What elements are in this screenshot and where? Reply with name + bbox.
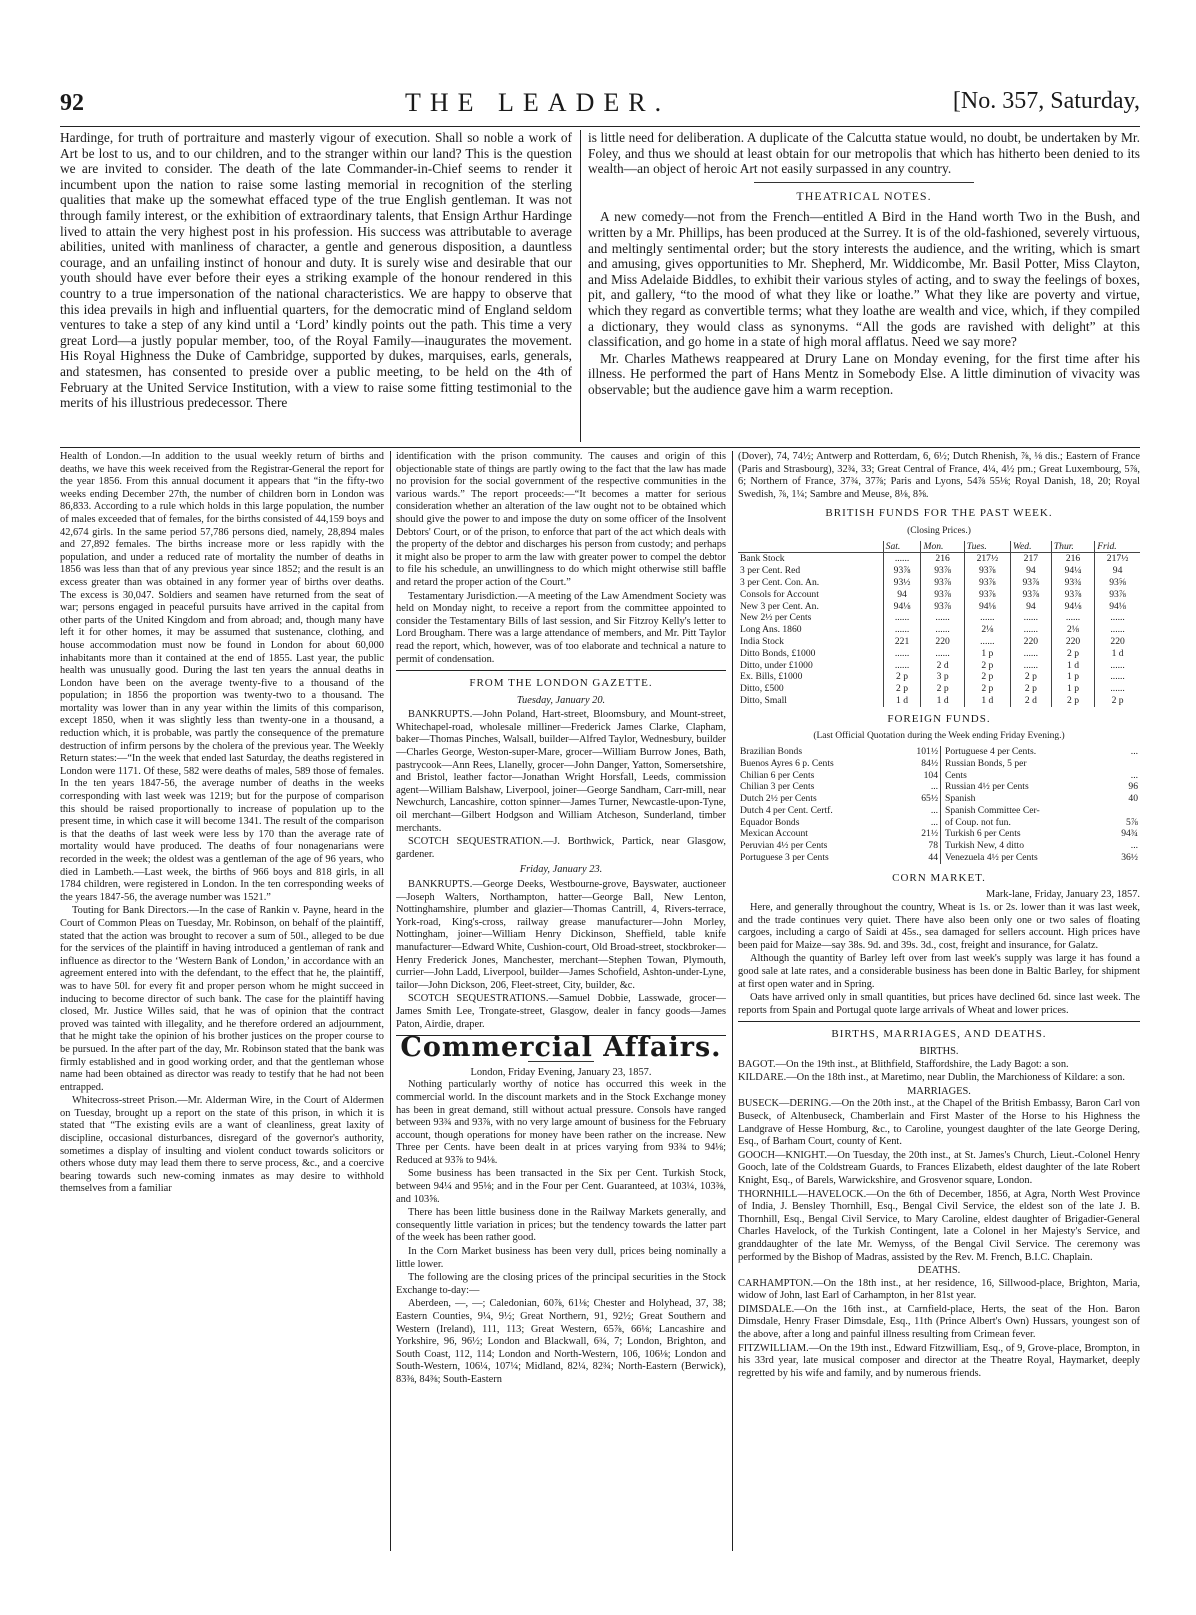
commercial-paragraph: There has been little business done in the Railway Markets generally, and consequently little variation in prices; but the tendency towards the latter part of the week has been rather good.	[396, 1207, 726, 1244]
table-cell: 93⅞	[1095, 589, 1140, 601]
table-cell	[1106, 758, 1140, 770]
article-paragraph: Testamentary Jurisdiction.—A meeting of the Law Amendment Society was held on Monday night, to receive a report from the committee appointed to consider the Testamentary Bills of last session, and Sir Fitzroy Kelly's letter to Lord Brougham. There was a large attendance of members, and Mr. Pitt Taylor read the report, which, however, was of too elaborate and technical a nature to permit of condensation.	[396, 590, 726, 665]
table-row	[738, 695, 1140, 707]
table-cell: 93⅞	[1010, 589, 1051, 601]
table-row	[738, 746, 1140, 758]
table-row	[738, 817, 1140, 829]
article-paragraph: Hardinge, for truth of portraiture and masterly vigour of execution. Shall so noble a work of Art be lost to us, and to our children, and to the stranger within our land? This is the question we are invited to consider. The death of the late Commander-in-Chief seems to render it incumbent upon the nation to raise some lasting memorial in recognition of the sterling qualities that make up the somewhat effaced type of the true English gentleman. It was not through family interest, or the exhibition of extraordinary talents, that Ensign Arthur Hardinge lived to attain the very highest post in his profession. His success was attributable to average abilities, united with manliness of character, a gentle and generous disposition, a dauntless courage, and an unfailing instinct of honour and duty. It is surely wise and desirable that our youth should have ever before their eyes a striking example of the honour rendered in this country to a true impersonation of the national characteristics. We are happy to observe that this idea prevails in high and influential quarters, for the democratic mind of England seldom ventures to take a step of any kind until a ‘Lord’ kindly points out the path. This time a very great Lord—a justly popular member, too, of the Royal Family—inaugurates the movement. His Royal Highness the Duke of Cambridge, supported by dukes, marquises, earls, generals, and statesmen, has consented to preside over a public meeting, to be held on the 4th of February at the United Service Institution, with a view to raise some fitting testimonial to the merits of his illustrious predecessor. There	[60, 130, 572, 411]
table-row	[738, 565, 1140, 577]
table-row	[738, 553, 1140, 565]
table-cell: 2 p	[964, 671, 1010, 683]
table-cell: ......	[1095, 624, 1140, 636]
table-row	[738, 828, 1140, 840]
table-cell: Bank Stock	[740, 553, 785, 565]
table-cell: ......	[921, 612, 964, 624]
table-cell: 94⅛	[1095, 601, 1140, 613]
table-cell: 216	[921, 553, 964, 565]
table-cell: 2 p	[964, 660, 1010, 672]
table-cell: Dutch 4 per Cent. Certf.	[740, 804, 833, 816]
table-cell: 94⅛	[964, 601, 1010, 613]
table-cell: 94	[883, 589, 921, 601]
table-cell: ...	[930, 781, 939, 793]
table-cell: 220	[1010, 636, 1051, 648]
table-row	[738, 589, 1140, 601]
table-cell: 1 d	[1051, 660, 1094, 672]
british-funds-table	[738, 541, 1140, 707]
section-heading: BIRTHS, MARRIAGES, AND DEATHS.	[831, 1028, 1047, 1041]
table-row	[738, 671, 1140, 683]
table-row	[738, 805, 1140, 817]
table-cell: 78	[928, 840, 939, 852]
table-cell: 96	[1128, 781, 1138, 793]
table-cell: ...	[1130, 769, 1138, 781]
table-cell: Consols for Account	[740, 588, 819, 600]
table-row	[738, 624, 1140, 636]
table-cell: New 2½ per Cents	[740, 612, 812, 624]
table-cell: 220	[1095, 636, 1140, 648]
table-cell: Chilian 3 per Cents	[740, 781, 815, 793]
table-cell: Ditto, Small	[740, 694, 787, 706]
table-cell: Dutch 2½ per Cents	[740, 793, 817, 805]
table-cell: ......	[1095, 671, 1140, 683]
table-cell: ......	[1051, 612, 1094, 624]
foreign-funds-table	[738, 746, 1140, 864]
table-cell: Cents	[941, 770, 1106, 782]
table-cell: India Stock	[740, 635, 784, 647]
notice-entry: BAGOT.—On the 19th inst., at Blithfield, Staffordshire, the Lady Bagot: a son.	[738, 1058, 1069, 1070]
notice-entry: BUSECK—DERING.—On the 20th inst., at the Chapel of the British Embassy, Baron Carl von Buseck, of Altenbuseck, Chamberlain and First Master of the Horse to his Highness the Landgrave of Hesse Homburg, &c., to Caroline, youngest daughter of the late George Dering, Esq., of Barham Court, county of Kent.	[738, 1098, 1140, 1148]
table-cell: 93⅞	[1051, 589, 1094, 601]
table-cell: 2⅛	[1051, 624, 1094, 636]
table-cell: 94	[1010, 565, 1051, 577]
table-cell: ...	[930, 816, 939, 828]
table-cell: ......	[1095, 660, 1140, 672]
commercial-paragraph: Some business has been transacted in the Six per Cent. Turkish Stock, between 94¼ and 95⅛; and in the Four per Cent. Guaranteed, at 103¼, 103⅜, and 103⅝.	[396, 1168, 726, 1205]
table-cell: Chilian 6 per Cents	[740, 769, 815, 781]
table-cell	[1106, 805, 1140, 817]
table-cell: ......	[883, 612, 921, 624]
table-cell: 1 p	[1051, 683, 1094, 695]
table-cell: 93⅞	[964, 565, 1010, 577]
article-theatrical	[588, 130, 1140, 445]
table-cell: 217½	[964, 553, 1010, 565]
article-paragraph: Mr. Charles Mathews reappeared at Drury Lane on Monday evening, for the first time after his illness. He performed the part of Hans Mentz in Somebody Else. A little diminution of vivacity was observable; but the audience gave him a warm reception.	[588, 350, 1140, 397]
article-paragraph: Touting for Bank Directors.—In the case of Rankin v. Payne, heard in the Court of Common Pleas on Tuesday, Mr. Robinson, on behalf of the plaintiff, stated that the action was brought to recover a sum of 50l., alleged to be due for the services of the plaintiff in having introduced a gentleman of rank and influence as director to the ‘Western Bank of London,’ in accordance with an agreement entered into with the defendant, to the effect that he, the plaintiff, was to have 50l. for every fit and proper person whom he might succeed in inducing to become director of such bank. The case for the plaintiff having closed, Mr. Justice Willes said, that he was of opinion that the contract proved was tainted with illegality, and he therefore ordered an adjournment, that he might take the opinion of his brother justices on the proper course to be pursued. In the after part of the day, Mr. Robinson stated that the bank was firmly established and in good working order, and that the gentleman whose name had been obtained as director was ready to testify that he had not been entrapped.	[60, 905, 384, 1093]
section-heading: CORN MARKET.	[892, 871, 986, 884]
table-cell: 36½	[1121, 852, 1138, 864]
table-cell: Spanish	[941, 793, 1106, 805]
table-cell: Turkish New, 4 ditto	[941, 840, 1106, 852]
table-cell: ...	[1130, 840, 1138, 852]
marriages-heading: MARRIAGES.	[907, 1085, 971, 1097]
section-heading: FROM THE LONDON GAZETTE.	[469, 677, 653, 690]
notice-entry: CARHAMPTON.—On the 18th inst., at her residence, 16, Sillwood-place, Brighton, Maria, widow of John, last Earl of Carhampton, in her 81st year.	[738, 1277, 1140, 1302]
deaths-heading: DEATHS.	[917, 1265, 961, 1277]
table-row	[738, 840, 1140, 852]
table-cell: ......	[883, 553, 921, 565]
masthead-rule	[60, 126, 1140, 127]
table-row	[738, 683, 1140, 695]
corn-dateline: Mark-lane, Friday, January 23, 1857.	[986, 889, 1140, 901]
table-cell: 94¼	[1051, 565, 1094, 577]
table-cell: 2 p	[1095, 695, 1140, 707]
table-cell: ...	[1130, 745, 1138, 757]
table-cell: 2⅛	[964, 624, 1010, 636]
table-cell: ......	[1010, 624, 1051, 636]
column-divider	[580, 130, 581, 442]
table-cell: ......	[883, 648, 921, 660]
article-paragraph: identification with the prison community. The causes and origin of this objectionable state of things are partly owing to the fact that the law has made no provision for the social government of the respective communities in the various wards.” The report proceeds:—“It becomes a matter for serious consideration whether an alteration of the law ought not to be obtained which should give the power to and impose the duty on some officer of the Insolvent Debtors' Court, or of the prison, to enforce that part of the act which deals with the property of the debtor and discharges his person from custody; and perhaps it might also be proper to arm the law with greater power to compel the debtor to file his schedule, an unwillingness to do which might otherwise still baffle and retard the proper action of the Court.”	[396, 451, 726, 588]
article-paragraph: Health of London.—In addition to the usual weekly return of births and deaths, we have this week received from the Registrar-General the report for the year 1856. From this annual document it appears that “in the fifty-two weeks ending December 27th, the number of children born in London was 86,833. According to a rule which holds in this large population, the number of males exceeded that of females, for the births consisted of 44,159 boys and 42,674 girls. In the same period 57,786 persons died, namely, 28,894 males and 27,892 females. The births increase more or less rapidly with the population, and under a reduced rate of mortality the number of deaths in 1856 was less than that of any previous year since 1852; and the result is an excess greater than was obtained in any former year of births over deaths. The excess is 30,047. Soldiers and seamen have returned from the seat of war; persons engaged in peaceful pursuits have arrived in the capital from other parts of the United Kingdom and from abroad; and, though many have left it for other homes, it may be assumed that sustenance, clothing, and house accommodation must now be found in London for about 60,000 inhabitants more than it contained at the end of 1855. Last year, the public health was unusually good. During the last ten years the annual deaths in London have been on the average twenty-five to a thousand of the population; in 1856 the proportion was twenty-two to a thousand. The mortality was lower than in any year within the limits of this comparison, except 1850, when it was slightly less than twenty-one in a thousand, a reduction which, it is probable, was partly the consequence of the premature destruction of infirm persons by the cholera of the previous year. The Weekly Return states:—“In the week that ended last Saturday, the deaths registered in London were 1171. Of these, 582 were deaths of males, 589 those of females. In the ten years 1847-56, the average number of deaths in the weeks corresponding with last week was 1219; but for the purpose of comparison this should be raised proportionally to increase of population up to the present time, in which case it will become 1341. The result of the comparison is that the deaths of last week were less by 170 than the average rate of mortality would have produced. The deaths of four nonagenarians were recorded in the week; the oldest was a gentleman of the age of 96 years, who died in Lambeth.—Last week, the births of 966 boys and 818 girls, in all 1784 children, were registered in London. In the ten corresponding weeks of the years 1847-56, the average number was 1521.”	[60, 451, 384, 903]
table-row	[738, 758, 1140, 770]
births-heading: BIRTHS.	[919, 1046, 959, 1057]
corn-paragraph: Here, and generally throughout the country, Wheat is 1s. or 2s. lower than it was last week, and the trade continues very quiet. There have also been only one or two sales of floating cargoes, including a cargo of Saidi at 45s., sea damaged for sellers account. High prices have been paid for Maize—say 38s. 9d. and 39s. 3d., cost, freight and insurance, for Galatz.	[738, 902, 1140, 951]
table-cell: 1 p	[964, 648, 1010, 660]
corn-paragraph: Although the quantity of Barley left over from last week's supply was large it has found a good sale at late rates, and a considerable business has been done in Baltic Barley, for shipment at first open water and in Spring.	[738, 953, 1140, 990]
table-cell: Brazilian Bonds	[740, 745, 803, 757]
table-cell: Ditto Bonds, £1000	[740, 647, 816, 659]
table-cell: 93⅞	[921, 589, 964, 601]
table-cell: Ditto, under £1000	[740, 659, 813, 671]
table-cell: Mexican Account	[740, 828, 808, 840]
table-header-cell: Tues.	[964, 541, 1010, 553]
table-cell: 93½	[883, 577, 921, 589]
table-cell: 93⅞	[921, 565, 964, 577]
article-paragraph: is little need for deliberation. A duplicate of the Calcutta statue would, no doubt, be undertaken by Mr. Foley, and thus we should at least obtain for our metropolis that which has hitherto been denied to its wealth—an object of heroic Art not easily surpassed in any country.	[588, 130, 1140, 177]
table-cell: 5⅞	[1126, 816, 1138, 828]
table-cell: 1 d	[964, 695, 1010, 707]
notice-entry: KILDARE.—On the 18th inst., at Maretimo, near Dublin, the Marchioness of Kildare: a son.	[738, 1072, 1125, 1084]
table-cell: 2 p	[1051, 695, 1094, 707]
table-cell: 93⅞	[964, 577, 1010, 589]
table-cell: Buenos Ayres 6 p. Cents	[740, 757, 834, 769]
gazette-paragraph: SCOTCH SEQUESTRATIONS.—Samuel Dobbie, Lasswade, grocer—James Smith Lee, Trongate-street, Glasgow, dealer in fancy goods—James Paton, Airdie, draper.	[396, 993, 726, 1030]
table-cell: 65½	[921, 793, 939, 805]
table-cell: 3 per Cent. Red	[740, 565, 801, 577]
table-cell: of Coup. not fun.	[941, 817, 1106, 829]
table-cell: 217	[1010, 553, 1051, 565]
table-cell: Ex. Bills, £1000	[740, 671, 803, 683]
table-cell: 94⅛	[1051, 601, 1094, 613]
table-cell: 2 p	[1051, 648, 1094, 660]
table-cell: 21½	[921, 828, 939, 840]
table-cell: 1 p	[1051, 671, 1094, 683]
section-subheading: (Closing Prices.)	[907, 525, 971, 536]
commercial-paragraph: Aberdeen, —, —; Caledonian, 60⅞, 61⅛; Chester and Holyhead, 37, 38; Eastern Counties, 9¼, 9½; Great Northern, 91, 92½; Great Southern and Western (Ireland), 111, 113; Great Western, 65⅞, 66⅛; Lancashire and Yorkshire, 96, 96½; London and Blackwall, 6¾, 7; London, Brighton, and South Coast, 112, 114; London and North-Western, 106, 106⅛; London and South-Western, 106¼, 107¼; Midland, 82¼, 82¾; North-Eastern (Berwick), 83⅜, 84⅜; South-Eastern	[396, 1298, 726, 1385]
gazette-paragraph: BANKRUPTS.—George Deeks, Westbourne-grove, Bayswater, auctioneer—Joseph Walters, Northampton, hatter—George Ball, New Lenton, Nottinghamshire, plumber and glazier—Thomas Cantrill, 4, Rivers-terrace, York-road, King's-cross, railway grease manufacturer—John Morley, Nottingham, joiner—William Henry Dickinson, Sheffield, table knife manufacturer—Edward White, Cushion-court, Old Broad-street, stockbroker—Henry Frederick Jones, Manchester, merchant—Stephen Towan, Plymouth, currier—John Ladd, Liverpool, builder—James Schofield, Ashton-under-Lyne, tailor—John Dickson, 206, Fleet-street, City, builder, &c.	[396, 879, 726, 991]
table-cell: 94⅛	[883, 601, 921, 613]
section-rule	[60, 447, 1140, 448]
table-header-cell: Wed.	[1010, 541, 1051, 553]
commercial-paragraph: The following are the closing prices of the principal securities in the Stock Exchange to-day:—	[396, 1272, 726, 1296]
commercial-dateline: London, Friday Evening, January 23, 1857.	[470, 1066, 652, 1078]
table-header-cell: Sat.	[883, 541, 921, 553]
corn-paragraph: Oats have arrived only in small quantities, but prices have declined 6d. since last week. The reports from Spain and Portugal quote large arrivals of Wheat and lower prices.	[738, 992, 1140, 1016]
table-row	[738, 770, 1140, 782]
commercial-paragraph: Nothing particularly worthy of notice has occurred this week in the commercial world. In the discount markets and in the Stock Exchange money has been in great demand, still without actual pressure. Consols have ranged between 93¾ and 93⅞, with no very large amount of business for the February account, though operations for money have been rather on the increase. New Three per Cents. have been dealt in at prices varying from 93¾ to 94⅛; Reduced at 93⅞ to 94⅛.	[396, 1079, 726, 1166]
table-header-cell: Frid.	[1095, 541, 1140, 553]
column-2	[396, 451, 726, 1551]
table-cell: 93⅞	[964, 589, 1010, 601]
table-cell: 2 d	[921, 660, 964, 672]
section-heading: BRITISH FUNDS FOR THE PAST WEEK.	[825, 507, 1053, 520]
article-paragraph: (Dover), 74, 74½; Antwerp and Rotterdam, 6, 6½; Dutch Rhenish, ⅞, ⅛ dis.; Eastern of France (Paris and Strasbourg), 32¾, 33; Great Central of France, 4¼, 4½ pm.; Great Luxembourg, 5⅞, 6; Northern of France, 37¾, 37⅞; Paris and Lyons, 54⅞ 55⅛; Royal Danish, 18, 20; Royal Swedish, ⅞, 1¼; Sambre and Meuse, 8⅛, 8⅝.	[738, 451, 1140, 500]
table-cell: Equador Bonds	[740, 816, 800, 828]
table-cell: 2 p	[1010, 671, 1051, 683]
table-cell: 216	[1051, 553, 1094, 565]
table-cell: ......	[1095, 683, 1140, 695]
table-cell: 1 d	[883, 695, 921, 707]
table-cell: 3 per Cent. Con. An.	[740, 576, 820, 588]
article-paragraph: Whitecross-street Prison.—Mr. Alderman Wire, in the Court of Aldermen on Tuesday, brought up a report on the state of this prison, in which it is stated that “The existing evils are a want of cleanliness, great laxity of discipline, occasional disturbances, disregard of the governor's authority, sometimes a display of insulting and violent conduct towards solicitors or others whose duty may lead them there to serve process, &c., and a coercive bearing towards such new-coming inmates as may desire to withhold themselves from a familiar	[60, 1095, 384, 1195]
page-number: 92	[60, 90, 84, 116]
table-row	[738, 577, 1140, 589]
table-cell: 2 d	[1010, 695, 1051, 707]
table-cell: ......	[921, 624, 964, 636]
table-cell: 93⅞	[921, 601, 964, 613]
table-cell: 101½	[916, 745, 939, 757]
notice-entry: DIMSDALE.—On the 16th inst., at Carnfield-place, Herts, the seat of the Hon. Baron Dimsdale, Henry Fraser Dimsdale, Esq., 11th (Prince Albert's Own) Hussars, youngest son of the above, after a long and painful illness resulting from Crimean fever.	[738, 1303, 1140, 1341]
section-heading: FOREIGN FUNDS.	[887, 712, 991, 725]
table-cell: Portuguese 4 per Cents.	[941, 746, 1106, 758]
notice-entry: FITZWILLIAM.—On the 19th inst., Edward Fitzwilliam, Esq., of 9, Grove-place, Brompton, in his 33rd year, late musical composer and director at the Theatre Royal, Haymarket, deeply regretted by his wife and family, and by numerous friends.	[738, 1342, 1140, 1379]
table-cell: ......	[921, 648, 964, 660]
table-cell: 220	[921, 636, 964, 648]
table-cell: Long Ans. 1860	[740, 624, 802, 636]
table-cell: Peruvian 4½ per Cents	[740, 840, 828, 852]
table-cell: 221	[883, 636, 921, 648]
table-header-cell: Mon.	[921, 541, 964, 553]
table-cell: ......	[1095, 612, 1140, 624]
table-cell: 2 p	[921, 683, 964, 695]
table-cell: 1 d	[1095, 648, 1140, 660]
table-cell: ......	[1010, 660, 1051, 672]
section-heading-blackletter: Commercial Affairs.	[400, 1032, 722, 1064]
gazette-paragraph: BANKRUPTS.—John Poland, Hart-street, Bloomsbury, and Mount-street, Whitechapel-road, wholesale milliner—Frederick James Clarke, Clapham, baker—Thomas Pinches, Walsall, builder—Alfred Taylor, Wednesbury, builder—Charles George, Weston-super-Mare, grocer—William Burrow Jones, Bath, pastrycook—Ann Rees, Llanelly, grocer—John Danger, Yatton, Somersetshire, and Bristol, leather factor—Jonathan Wright Horsfall, Leeds, commission agent—William Balshaw, Liverpool, joiner—George Sandham, Carr-mill, near Newchurch, Lancashire, cotton spinner—James Turner, Newcastle-upon-Tyne, oil merchant—Gilbert Hodgson and William Atcheson, Sunderland, timber merchants.	[396, 709, 726, 834]
table-cell: 94¾	[1121, 828, 1138, 840]
table-cell: 44	[928, 852, 939, 864]
table-cell: 2 p	[1010, 683, 1051, 695]
table-row	[738, 660, 1140, 672]
notice-entry: THORNHILL—HAVELOCK.—On the 6th of December, 1856, at Agra, North West Province of India, J. Bensley Thornhill, Esq., Bengal Civil Service, the eldest son of the late J. B. Thornhill, Esq., Bengal Civil Service, to Mary Caroline, eldest daughter of Brigadier-General Charles Havelock, of the Turkish Contingent, late a Colonel in her Majesty's Service, and granddaughter of the late Mr. Wemyss, of the Bengal Civil Service. The ceremony was performed by the Bishop of Madras, assisted by the Rev. M. French, B.I.C. Chaplain.	[738, 1188, 1140, 1263]
table-cell: 94	[1095, 565, 1140, 577]
masthead	[60, 88, 1140, 122]
table-cell: 1 d	[921, 695, 964, 707]
gazette-date: Friday, January 23.	[519, 864, 603, 876]
commercial-paragraph: In the Corn Market business has been very dull, prices being nominally a little lower.	[396, 1246, 726, 1270]
table-cell: Venezuela 4½ per Cents	[941, 852, 1106, 864]
gazette-date: Tuesday, January 20.	[516, 694, 606, 706]
section-heading: THEATRICAL NOTES.	[796, 188, 932, 203]
table-cell: 93¾	[1051, 577, 1094, 589]
table-row	[738, 612, 1140, 624]
issue-line: [No. 357, Saturday,	[952, 88, 1140, 114]
table-row	[738, 636, 1140, 648]
newspaper-title: THE LEADER.	[405, 88, 671, 117]
table-cell: Russian 4½ per Cents	[941, 781, 1106, 793]
table-cell: ......	[883, 624, 921, 636]
section-subheading: (Last Official Quotation during the Week ending Friday Evening.)	[813, 731, 1065, 742]
table-cell: Ditto, £500	[740, 683, 784, 695]
notice-entry: GOOCH—KNIGHT.—On Tuesday, the 20th inst., at St. James's Church, Lieut.-Colonel Henry Gooch, late of the Coldstream Guards, to Frances Elizabeth, eldest daughter of the late Robert Knight, Esq., of Barels, Warwickshire, and Grosvenor square, London.	[738, 1149, 1140, 1186]
table-header-cell: Thur.	[1051, 541, 1094, 553]
table-row	[738, 793, 1140, 805]
table-cell: New 3 per Cent. An.	[740, 600, 819, 612]
table-cell: 2 p	[964, 683, 1010, 695]
table-cell: 93⅝	[1095, 577, 1140, 589]
table-cell: ......	[1010, 612, 1051, 624]
table-row	[738, 601, 1140, 613]
gazette-paragraph: SCOTCH SEQUESTRATION.—J. Borthwick, Partick, near Glasgow, gardener.	[396, 836, 726, 860]
table-cell: Turkish 6 per Cents	[941, 828, 1106, 840]
table-cell: 2 p	[883, 683, 921, 695]
table-row	[738, 781, 1140, 793]
column-3	[738, 451, 1140, 1551]
table-cell: Portuguese 3 per Cents	[740, 852, 829, 864]
table-cell: ......	[1010, 648, 1051, 660]
table-row	[738, 648, 1140, 660]
table-cell: ......	[964, 636, 1010, 648]
table-cell: ......	[883, 660, 921, 672]
section-separator	[754, 182, 975, 183]
table-cell: 3 p	[921, 671, 964, 683]
table-cell: Spanish Committee Cer-	[941, 805, 1106, 817]
table-cell: 93⅞	[921, 577, 964, 589]
article-paragraph: A new comedy—not from the French—entitled A Bird in the Hand worth Two in the Bush, and written by a Mr. Phillips, has been produced at the Surrey. It is of the old-fashioned, severely virtuous, and meltingly sentimental order; but the story interests the audience, and the writing, which is smart and amusing, gives opportunities to Mr. Shepherd, Mr. Widdicombe, Mr. Basil Potter, Miss Clayton, and Miss Adelaide Biddles, to exhibit their various styles of acting, and to sway the feelings of boxes, pit, and gallery, “to the mood of what they like or loathe.” What they like are poverty and virtue, which they regard as convertible terms; what they loathe are wealth and vice, which, if they compiled a dictionary, they would class as synonyms. “All the gods are ravished with delight” at this classification, and go home in a state of high moral afflatus. Need we say more?	[588, 209, 1140, 350]
table-cell: ...	[930, 804, 939, 816]
table-cell: 84½	[921, 757, 939, 769]
column-divider	[732, 451, 733, 1551]
table-cell: ......	[964, 612, 1010, 624]
table-header-cell	[738, 541, 883, 553]
column-1	[60, 451, 384, 1551]
table-cell: 220	[1051, 636, 1094, 648]
table-cell: 217½	[1095, 553, 1140, 565]
column-divider	[390, 451, 391, 1551]
article-hardinge	[60, 130, 572, 445]
table-cell: Russian Bonds, 5 per	[941, 758, 1106, 770]
table-cell: 40	[1128, 793, 1138, 805]
table-cell: 2 p	[883, 671, 921, 683]
table-cell: 93⅞	[883, 565, 921, 577]
table-cell: 94	[1010, 601, 1051, 613]
table-row	[738, 852, 1140, 864]
table-cell: 93⅞	[1010, 577, 1051, 589]
table-cell: 104	[923, 769, 939, 781]
